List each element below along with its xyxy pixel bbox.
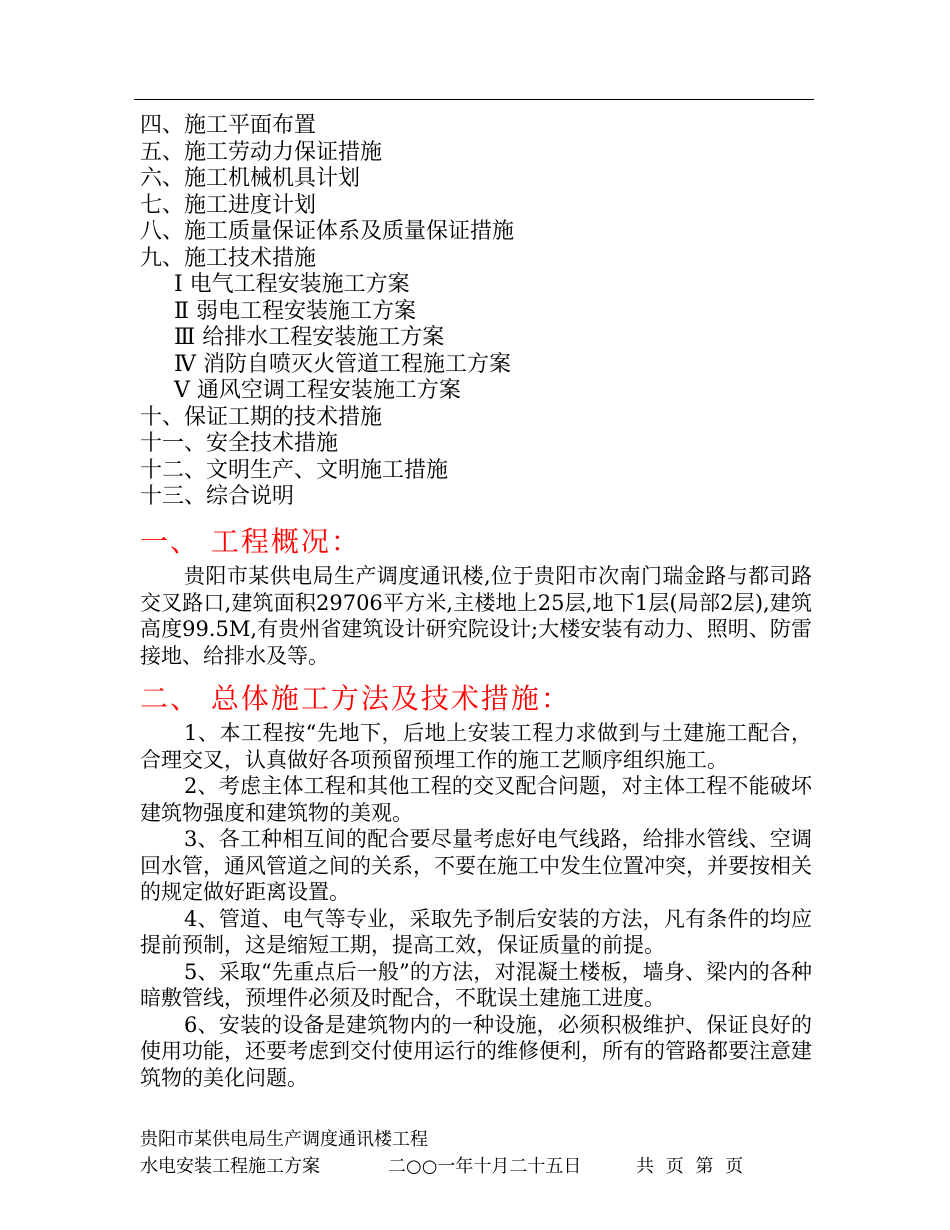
footer-page-count: 共 页 第 页 (636, 1156, 744, 1177)
toc-item: 七、施工进度计划 (140, 192, 317, 218)
footer-project-name: 贵阳市某供电局生产调度通讯楼工程 (140, 1129, 428, 1150)
overview-paragraph: 贵阳市某供电局生产调度通讯楼,位于贵阳市次南门瑞金路与都司路交叉路口,建筑面积29706平方米,主楼地上25层,地下1层(局部2层),建筑高度99.5M,有贵州省建筑设计研究院设计;大楼安装有动力、照明、防雷接地、给排水及等。 (140, 564, 812, 668)
toc-item: 十三、综合说明 (140, 484, 295, 509)
table-of-contents (140, 113, 820, 511)
toc-item: 八、施工质量保证体系及质量保证措施 (140, 219, 515, 244)
header-rule (134, 99, 814, 100)
method-step: 5、采取“先重点后一般”的方法，对混凝土楼板，墙身、梁内的各种暗敷管线，预埋件必须及时配合，不耽误土建施工进度。 (140, 959, 812, 1010)
section-heading-overview: 一、 工程概况： (140, 525, 361, 558)
toc-subitem: Ⅳ 消防自喷灭火管道工程施工方案 (174, 351, 511, 377)
toc-item: 六、施工机械机具计划 (140, 166, 361, 191)
method-step: 3、各工种相互间的配合要尽量考虑好电气线路，给排水管线、空调回水管，通风管道之间的关系，不要在施工中发生位置冲突，并要按相关的规定做好距离设置。 (140, 827, 812, 904)
footer-date: 二○○一年十月二十五日 (388, 1156, 582, 1177)
method-step: 6、安装的设备是建筑物内的一种设施，必须积极维护、保证良好的使用功能，还要考虑到交付使用运行的维修便利，所有的管路都要注意建筑物的美化问题。 (140, 1012, 812, 1090)
toc-subitem: Ⅴ 通风空调工程安装施工方案 (174, 378, 461, 403)
method-steps (140, 720, 812, 1091)
toc-item: 四、施工平面布置 (140, 113, 317, 138)
toc-item: 十、保证工期的技术措施 (140, 404, 383, 430)
toc-subitem: Ⅲ 给排水工程安装施工方案 (174, 325, 445, 350)
toc-subitem: Ⅱ 弱电工程安装施工方案 (174, 298, 416, 324)
toc-item: 五、施工劳动力保证措施 (140, 139, 383, 165)
method-step: 2、考虑主体工程和其他工程的交叉配合问题，对主体工程不能破坏建筑物强度和建筑物的美观。 (140, 774, 812, 825)
section-heading-methods: 二、 总体施工方法及技术措施： (140, 682, 571, 715)
toc-item: 十二、文明生产、文明施工措施 (140, 457, 449, 483)
toc-item: 十一、安全技术措施 (140, 431, 339, 456)
toc-subitem: Ⅰ 电气工程安装施工方案 (174, 272, 410, 297)
footer-line (140, 1152, 820, 1178)
method-step: 4、管道、电气等专业，采取先予制后安装的方法，凡有条件的均应提前预制，这是缩短工期，提高工效，保证质量的前提。 (140, 906, 812, 957)
footer-doc-title: 水电安装工程施工方案 (140, 1156, 320, 1177)
method-step: 1、本工程按“先地下，后地上安装工程力求做到与土建施工配合，合理交叉，认真做好各项预留预埋工作的施工艺顺序组织施工。 (140, 721, 812, 772)
toc-item: 九、施工技术措施 (140, 245, 317, 271)
